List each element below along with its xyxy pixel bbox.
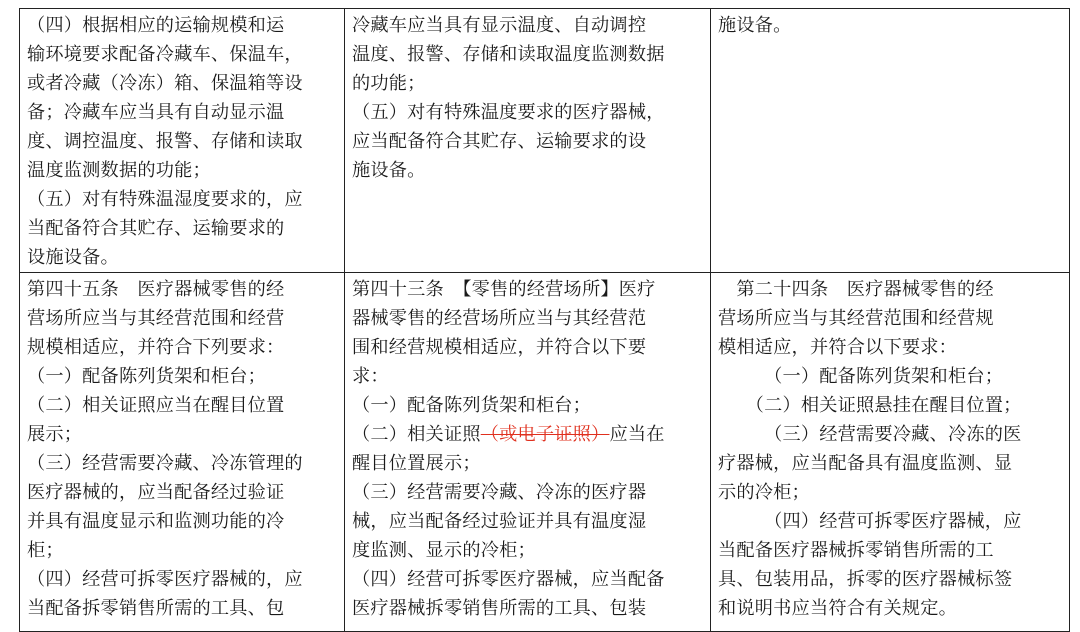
regulation-comparison-table xyxy=(19,8,1070,632)
text-line: 的功能； xyxy=(352,73,426,94)
text-line: 冷藏车应当具有显示温度、自动调控 xyxy=(352,15,647,36)
text-line: 第四十三条 【零售的经营场所】医疗 xyxy=(352,279,656,300)
text-line: 医疗器械拆零销售所需的工具、包装 xyxy=(352,598,647,619)
text-line: 和说明书应当符合有关规定。 xyxy=(718,598,958,619)
row1-col2-cell xyxy=(345,9,711,273)
text-line: 展示； xyxy=(27,424,83,445)
text-line: 柜； xyxy=(27,540,64,561)
text-line: （一）配备陈列货架和柜台； xyxy=(27,366,267,387)
text-line: 器械零售的经营场所应当与其经营范 xyxy=(352,308,647,329)
text-line: 施设备。 xyxy=(718,15,792,36)
text-line: （二）相关证照应当在醒目位置 xyxy=(27,395,285,416)
text-line: 输环境要求配备冷藏车、保温车， xyxy=(27,44,303,65)
text-line: 应当配备符合其贮存、运输要求的设 xyxy=(352,131,647,152)
text-line: （三）经营需要冷藏、冷冻的医 xyxy=(718,424,1022,445)
text-line: 温度、报警、存储和读取温度监测数据 xyxy=(352,44,665,65)
text-line: 示的冷柜； xyxy=(718,482,810,503)
row2-col3-cell xyxy=(711,273,1070,632)
tracked-change-line xyxy=(352,420,704,449)
row1-col1-cell xyxy=(20,9,345,273)
text-line: （四）经营可拆零医疗器械的，应 xyxy=(27,569,303,590)
text-line: （四）经营可拆零医疗器械，应当配备 xyxy=(352,569,665,590)
text-line: 械，应当配备经过验证并具有温度湿 xyxy=(352,511,647,532)
text-line: （四）根据相应的运输规模和运 xyxy=(27,15,285,36)
text-line: 第二十四条 医疗器械零售的经 xyxy=(718,279,994,300)
text-line: 施设备。 xyxy=(352,160,426,181)
text-line: 营场所应当与其经营范围和经营 xyxy=(27,308,285,329)
text-line: （三）经营需要冷藏、冷冻管理的 xyxy=(27,453,303,474)
text-line: 或者冷藏（冷冻）箱、保温箱等设 xyxy=(27,73,303,94)
text-line: （二）相关证照悬挂在醒目位置； xyxy=(718,395,1022,416)
row2-col2-cell xyxy=(345,273,711,632)
text-line: 当配备医疗器械拆零销售所需的工 xyxy=(718,540,994,561)
text-line: 备；冷藏车应当具有自动显示温 xyxy=(27,102,285,123)
table-row xyxy=(20,9,1070,273)
row1-col3-cell xyxy=(711,9,1070,273)
text-line: （五）对有特殊温度要求的医疗器械， xyxy=(352,102,665,123)
text-line: 并具有温度显示和监测功能的冷 xyxy=(27,511,285,532)
text-line: 医疗器械的，应当配备经过验证 xyxy=(27,482,285,503)
text-line: 度、调控温度、报警、存储和读取 xyxy=(27,131,303,152)
table-row xyxy=(20,273,1070,632)
text-line: （三）经营需要冷藏、冷冻的医疗器 xyxy=(352,482,647,503)
text-line: 疗器械，应当配备具有温度监测、显 xyxy=(718,453,1013,474)
text-line: （一）配备陈列货架和柜台； xyxy=(352,395,592,416)
text-line: 醒目位置展示； xyxy=(352,453,481,474)
text-line: （一）配备陈列货架和柜台； xyxy=(718,366,1004,387)
text-line: 营场所应当与其经营范围和经营规 xyxy=(718,308,994,329)
text-line: （四）经营可拆零医疗器械，应 xyxy=(718,511,1022,532)
text-line: 设施设备。 xyxy=(27,247,119,268)
text-line: 求： xyxy=(352,366,389,387)
text-fragment: （二）相关证照 xyxy=(352,424,481,445)
text-line: 模相适应，并符合以下要求： xyxy=(718,337,958,358)
text-line: 规模相适应，并符合下列要求： xyxy=(27,337,285,358)
text-line: 当配备拆零销售所需的工具、包 xyxy=(27,598,285,619)
deleted-text: （或电子证照） xyxy=(480,424,610,445)
text-line: 当配备符合其贮存、运输要求的 xyxy=(27,218,285,239)
text-fragment: 应当在 xyxy=(609,424,665,445)
text-line: 围和经营规模相适应，并符合以下要 xyxy=(352,337,647,358)
text-line: 温度监测数据的功能； xyxy=(27,160,211,181)
text-line: 具、包装用品，拆零的医疗器械标签 xyxy=(718,569,1013,590)
row2-col1-cell xyxy=(20,273,345,632)
text-line: （五）对有特殊温湿度要求的，应 xyxy=(27,189,303,210)
text-line: 度监测、显示的冷柜； xyxy=(352,540,536,561)
text-line: 第四十五条 医疗器械零售的经 xyxy=(27,279,285,300)
